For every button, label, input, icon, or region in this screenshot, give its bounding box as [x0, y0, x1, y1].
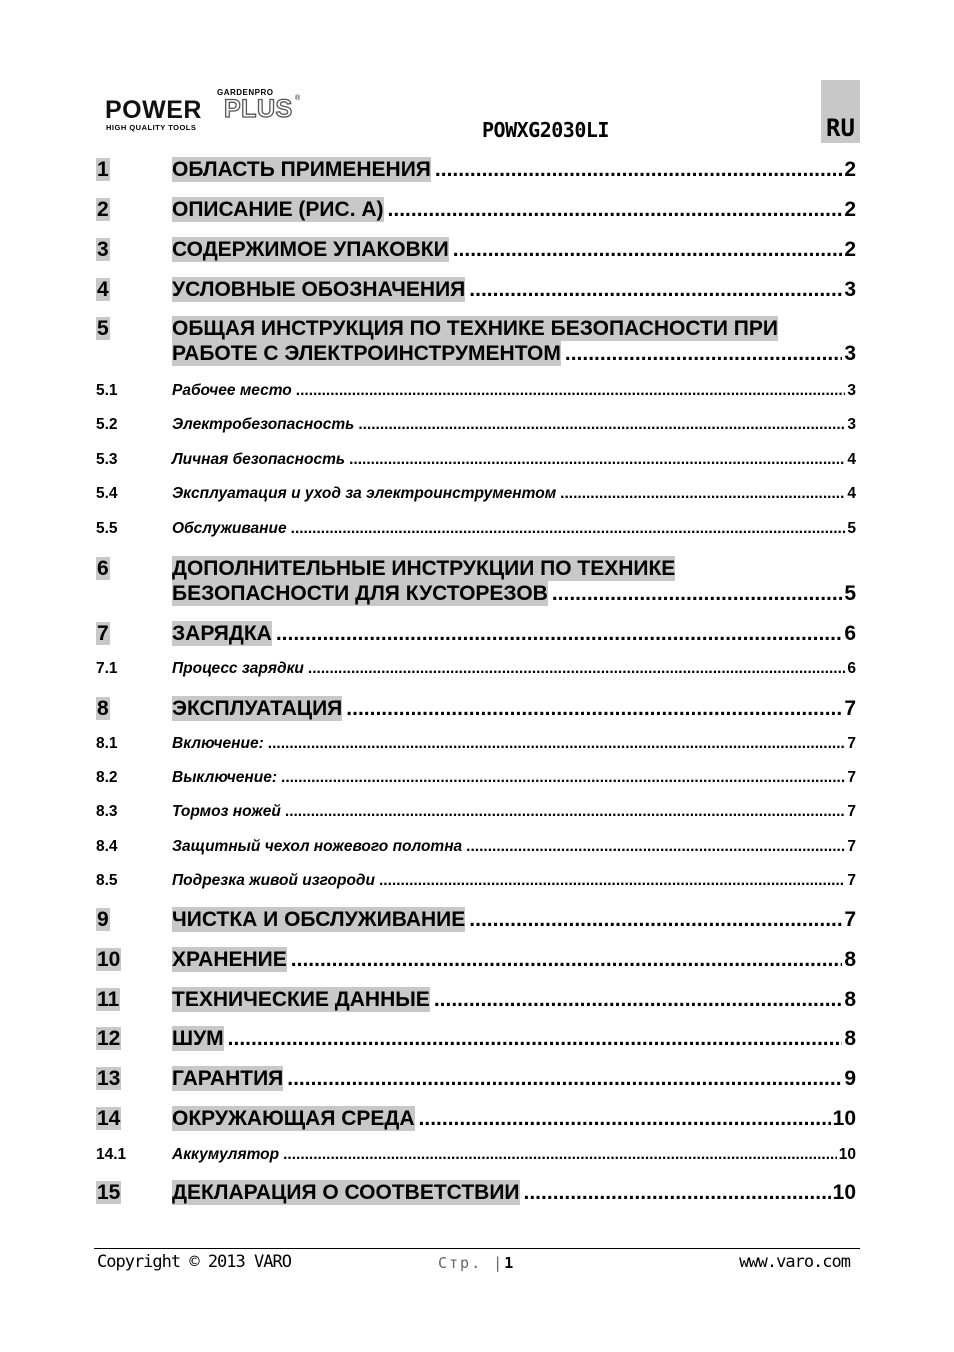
- toc-entry-title-block: [172, 197, 856, 222]
- toc-entry-number-text: 11: [97, 988, 120, 1011]
- toc-entry-title: ДОПОЛНИТЕЛЬНЫЕ ИНСТРУКЦИИ ПО ТЕХНИКЕ: [172, 557, 676, 580]
- toc-leader-dots: [419, 1106, 831, 1131]
- toc-entry-page-number: 4: [847, 451, 856, 468]
- toc-entry-number-text: 14.1: [96, 1146, 127, 1163]
- footer-page-separator: |: [493, 1254, 505, 1272]
- toc-entry-title-block: [172, 621, 856, 646]
- toc-leader-dots: [466, 837, 845, 857]
- toc-leader-dots: [469, 907, 842, 932]
- toc-entry-number-text: 5: [97, 317, 109, 340]
- toc-entry-number: [96, 696, 110, 721]
- toc-entry-line: [172, 415, 856, 435]
- toc-entry-number: [96, 621, 110, 646]
- footer-copyright: Copyright © 2013 VARO: [97, 1252, 291, 1272]
- toc-entry-line: [172, 987, 856, 1012]
- toc-entry-line: [172, 277, 856, 302]
- toc-entry-page-number: 5: [844, 582, 856, 605]
- brand-logo: [97, 82, 312, 137]
- toc-entry-title: Рабочее место: [172, 382, 292, 399]
- toc-leader-dots: [291, 519, 846, 539]
- toc-entry-number: [96, 484, 118, 504]
- toc-entry-title-block: [172, 907, 856, 932]
- toc-entry-title: УСЛОВНЫЕ ОБОЗНАЧЕНИЯ: [172, 278, 466, 301]
- toc-leader-dots: [346, 696, 842, 721]
- toc-entry-number-text: 7: [97, 622, 109, 645]
- toc-entry-number: [96, 768, 118, 788]
- model-number: POWXG2030LI: [482, 118, 609, 142]
- toc-entry-number-text: 5.1: [96, 382, 118, 399]
- toc-entry-line: [172, 341, 856, 366]
- toc-entry-number-text: 15: [97, 1181, 121, 1204]
- toc-leader-dots: [469, 277, 842, 302]
- toc-entry-page-number: 7: [847, 735, 856, 752]
- toc-entry-title-block: [172, 316, 856, 366]
- toc-leader-dots: [524, 1180, 831, 1205]
- logo-tagline: HIGH QUALITY TOOLS: [106, 123, 197, 132]
- toc-entry-line: [172, 450, 856, 470]
- toc-entry-number-text: 8.3: [96, 803, 118, 820]
- toc-leader-dots: [228, 1026, 843, 1051]
- toc-entry-number: [96, 1145, 126, 1165]
- toc-entry-title-block: [172, 556, 856, 606]
- toc-entry-number-text: 8.5: [96, 872, 118, 889]
- toc-entry-page-number: 2: [844, 198, 856, 221]
- toc-entry-number: [96, 450, 118, 470]
- toc-entry-number: [96, 381, 118, 401]
- toc-entry-number-text: 5.4: [96, 485, 118, 502]
- toc-entry-line: [172, 1106, 856, 1131]
- footer-website: www.varo.com: [739, 1252, 850, 1272]
- toc-entry-number-text: 8.1: [96, 735, 118, 752]
- toc-entry-page-number: 8: [844, 1027, 856, 1050]
- toc-entry-number: [96, 907, 110, 932]
- toc-entry-title-block: [172, 837, 856, 857]
- toc-entry-title-block: [172, 157, 856, 182]
- toc-entry-line: [172, 1066, 856, 1091]
- toc-entry-title: ОБЛАСТЬ ПРИМЕНЕНИЯ: [172, 158, 431, 181]
- toc-entry-number-text: 10: [97, 948, 121, 971]
- toc-entry-number: [96, 197, 110, 222]
- toc-entry-line: [172, 907, 856, 932]
- toc-entry-page-number: 8: [844, 988, 856, 1011]
- toc-entry-number: [96, 987, 120, 1012]
- toc-leader-dots: [388, 197, 843, 222]
- toc-entry-title-block: [172, 659, 856, 679]
- toc-leader-dots: [358, 415, 845, 435]
- toc-entry-number-text: 5.2: [96, 416, 118, 433]
- toc-entry-line: [172, 197, 856, 222]
- toc-entry-number-text: 3: [97, 238, 109, 261]
- toc-entry-title-block: [172, 871, 856, 891]
- toc-entry-number-text: 5.5: [96, 520, 118, 537]
- toc-entry-page-number: 10: [832, 1181, 856, 1204]
- toc-entry-number: [96, 157, 110, 182]
- toc-entry-number-text: 2: [97, 198, 109, 221]
- toc-entry-page-number: 3: [847, 382, 856, 399]
- toc-entry-line: [172, 1180, 856, 1205]
- toc-entry-title-block: [172, 1106, 856, 1131]
- toc-entry-title-block: [172, 519, 856, 539]
- toc-entry-title: ШУМ: [172, 1027, 224, 1050]
- logo-power: POWER: [105, 96, 202, 124]
- toc-leader-dots: [283, 1145, 837, 1165]
- toc-entry-title: БЕЗОПАСНОСТИ ДЛЯ КУСТОРЕЗОВ: [172, 582, 548, 605]
- footer-page-label: Стр.: [438, 1254, 483, 1272]
- toc-entry-number: [96, 415, 118, 435]
- toc-entry-line: [172, 837, 856, 857]
- toc-entry-number: [96, 237, 110, 262]
- toc-entry-number-text: 13: [97, 1067, 121, 1090]
- toc-entry-title: Электробезопасность: [172, 416, 355, 433]
- toc-entry-title: РАБОТЕ С ЭЛЕКТРОИНСТРУМЕНТОМ: [172, 342, 561, 365]
- toc-entry-page-number: 7: [847, 872, 856, 889]
- toc-entry-line: [172, 237, 856, 262]
- toc-entry-line: [172, 556, 856, 581]
- toc-entry-title: ЭКСПЛУАТАЦИЯ: [172, 697, 343, 720]
- toc-entry-title: Защитный чехол ножевого полотна: [172, 838, 463, 855]
- toc-entry-title-block: [172, 768, 856, 788]
- toc-entry-title-block: [172, 381, 856, 401]
- toc-entry-line: [172, 316, 856, 341]
- toc-entry-number: [96, 519, 118, 539]
- toc-entry-title: ГАРАНТИЯ: [172, 1067, 284, 1090]
- toc-entry-title: СОДЕРЖИМОЕ УПАКОВКИ: [172, 238, 449, 261]
- toc-leader-dots: [281, 768, 845, 788]
- toc-entry-title-block: [172, 1180, 856, 1205]
- toc-entry-number: [96, 1106, 121, 1131]
- toc-leader-dots: [435, 157, 842, 182]
- toc-entry-line: [172, 1026, 856, 1051]
- toc-entry-number: [96, 659, 118, 679]
- toc-entry-page-number: 7: [844, 908, 856, 931]
- toc-entry-page-number: 5: [847, 520, 856, 537]
- toc-entry-title: Обслуживание: [172, 520, 287, 537]
- toc-entry-line: [172, 802, 856, 822]
- footer-divider: [94, 1248, 860, 1249]
- toc-entry-page-number: 9: [844, 1067, 856, 1090]
- toc-entry-number-text: 9: [97, 908, 109, 931]
- toc-leader-dots: [276, 621, 842, 646]
- toc-entry-number-text: 7.1: [96, 660, 118, 677]
- toc-entry-number-text: 8.2: [96, 769, 118, 786]
- toc-entry-page-number: 3: [844, 278, 856, 301]
- footer-page-number: 1: [504, 1254, 514, 1272]
- toc-entry-title-block: [172, 277, 856, 302]
- toc-entry-number-text: 4: [97, 278, 109, 301]
- toc-entry-title: ОБЩАЯ ИНСТРУКЦИЯ ПО ТЕХНИКЕ БЕЗОПАСНОСТИ ПРИ: [172, 317, 778, 340]
- toc-entry-title-block: [172, 415, 856, 435]
- toc-entry-line: [172, 659, 856, 679]
- toc-entry-page-number: 3: [844, 342, 856, 365]
- toc-entry-page-number: 6: [844, 622, 856, 645]
- toc-entry-title-block: [172, 1145, 856, 1165]
- language-code: RU: [826, 114, 855, 142]
- toc-entry-page-number: 4: [847, 485, 856, 502]
- toc-entry-title-block: [172, 1066, 856, 1091]
- toc-entry-page-number: 7: [847, 838, 856, 855]
- toc-entry-page-number: 7: [847, 769, 856, 786]
- toc-entry-line: [172, 871, 856, 891]
- toc-entry-title: ХРАНЕНИЕ: [172, 948, 287, 971]
- toc-entry-line: [172, 621, 856, 646]
- toc-entry-number-text: 6: [97, 557, 109, 580]
- toc-entry-line: [172, 768, 856, 788]
- toc-entry-page-number: 2: [844, 158, 856, 181]
- toc-entry-title: ДЕКЛАРАЦИЯ О СООТВЕТСТВИИ: [172, 1181, 520, 1204]
- toc-leader-dots: [296, 381, 846, 401]
- toc-entry-number-text: 5.3: [96, 451, 118, 468]
- toc-leader-dots: [453, 237, 843, 262]
- logo-registered-mark: ®: [295, 95, 301, 102]
- logo-gardenpro: GARDENPRO: [217, 88, 274, 97]
- toc-entry-number: [96, 1066, 121, 1091]
- toc-entry-number: [96, 947, 121, 972]
- toc-entry-page-number: 10: [832, 1107, 856, 1130]
- toc-entry-title: Аккумулятор: [172, 1146, 280, 1163]
- toc-entry-title-block: [172, 802, 856, 822]
- toc-entry-title-block: [172, 450, 856, 470]
- toc-entry-title: ЧИСТКА И ОБСЛУЖИВАНИЕ: [172, 908, 466, 931]
- toc-entry-page-number: 2: [844, 238, 856, 261]
- toc-entry-number: [96, 277, 110, 302]
- toc-entry-title-block: [172, 987, 856, 1012]
- toc-entry-title: ЗАРЯДКА: [172, 622, 272, 645]
- toc-entry-page-number: 6: [847, 660, 856, 677]
- toc-leader-dots: [560, 484, 845, 504]
- toc-entry-number: [96, 1180, 121, 1205]
- toc-entry-number: [96, 1026, 121, 1051]
- toc-leader-dots: [308, 659, 845, 679]
- toc-entry-line: [172, 519, 856, 539]
- toc-entry-title: Тормоз ножей: [172, 803, 281, 820]
- toc-entry-title: Личная безопасность: [172, 451, 346, 468]
- toc-entry-title: ОКРУЖАЮЩАЯ СРЕДА: [172, 1107, 415, 1130]
- toc-entry-line: [172, 157, 856, 182]
- toc-entry-line: [172, 484, 856, 504]
- toc-leader-dots: [434, 987, 843, 1012]
- toc-entry-page-number: 7: [844, 697, 856, 720]
- toc-entry-number-text: 8.4: [96, 838, 118, 855]
- toc-entry-title: ТЕХНИЧЕСКИЕ ДАННЫЕ: [172, 988, 430, 1011]
- toc-entry-number-text: 14: [97, 1107, 121, 1130]
- toc-entry-number: [96, 837, 118, 857]
- toc-entry-page-number: 8: [844, 948, 856, 971]
- toc-entry-page-number: 3: [847, 416, 856, 433]
- toc-entry-line: [172, 734, 856, 754]
- toc-entry-number: [96, 871, 118, 891]
- logo-plus: PLUS: [224, 95, 293, 123]
- toc-entry-number-text: 8: [97, 697, 109, 720]
- toc-leader-dots: [287, 1066, 842, 1091]
- toc-entry-line: [172, 696, 856, 721]
- toc-entry-title: Включение:: [172, 735, 264, 752]
- toc-entry-line: [172, 581, 856, 606]
- toc-entry-number-text: 1: [97, 158, 109, 181]
- toc-leader-dots: [349, 450, 845, 470]
- toc-entry-title-block: [172, 1026, 856, 1051]
- toc-entry-page-number: 10: [838, 1146, 856, 1163]
- toc-entry-number: [96, 802, 118, 822]
- toc-entry-title-block: [172, 947, 856, 972]
- toc-entry-number: [96, 556, 110, 581]
- toc-entry-page-number: 7: [847, 803, 856, 820]
- toc-entry-title: Подрезка живой изгороди: [172, 872, 375, 889]
- toc-entry-number: [96, 316, 110, 341]
- toc-entry-line: [172, 947, 856, 972]
- toc-entry-title-block: [172, 237, 856, 262]
- toc-leader-dots: [268, 734, 846, 754]
- toc-entry-line: [172, 1145, 856, 1165]
- toc-entry-number-text: 12: [97, 1027, 121, 1050]
- toc-entry-title: Выключение:: [172, 769, 278, 786]
- toc-entry-title-block: [172, 734, 856, 754]
- toc-entry-title: Процесс зарядки: [172, 660, 304, 677]
- toc-entry-title-block: [172, 696, 856, 721]
- toc-entry-title: ОПИСАНИЕ (РИС. A): [172, 198, 384, 221]
- toc-entry-number: [96, 734, 118, 754]
- toc-leader-dots: [565, 341, 842, 366]
- toc-entry-title: Эксплуатация и уход за электроинструментом: [172, 485, 557, 502]
- toc-entry-line: [172, 381, 856, 401]
- toc-leader-dots: [552, 581, 842, 606]
- toc-leader-dots: [291, 947, 843, 972]
- toc-leader-dots: [285, 802, 845, 822]
- toc-entry-title-block: [172, 484, 856, 504]
- footer-page-indicator: [438, 1254, 513, 1272]
- toc-leader-dots: [379, 871, 845, 891]
